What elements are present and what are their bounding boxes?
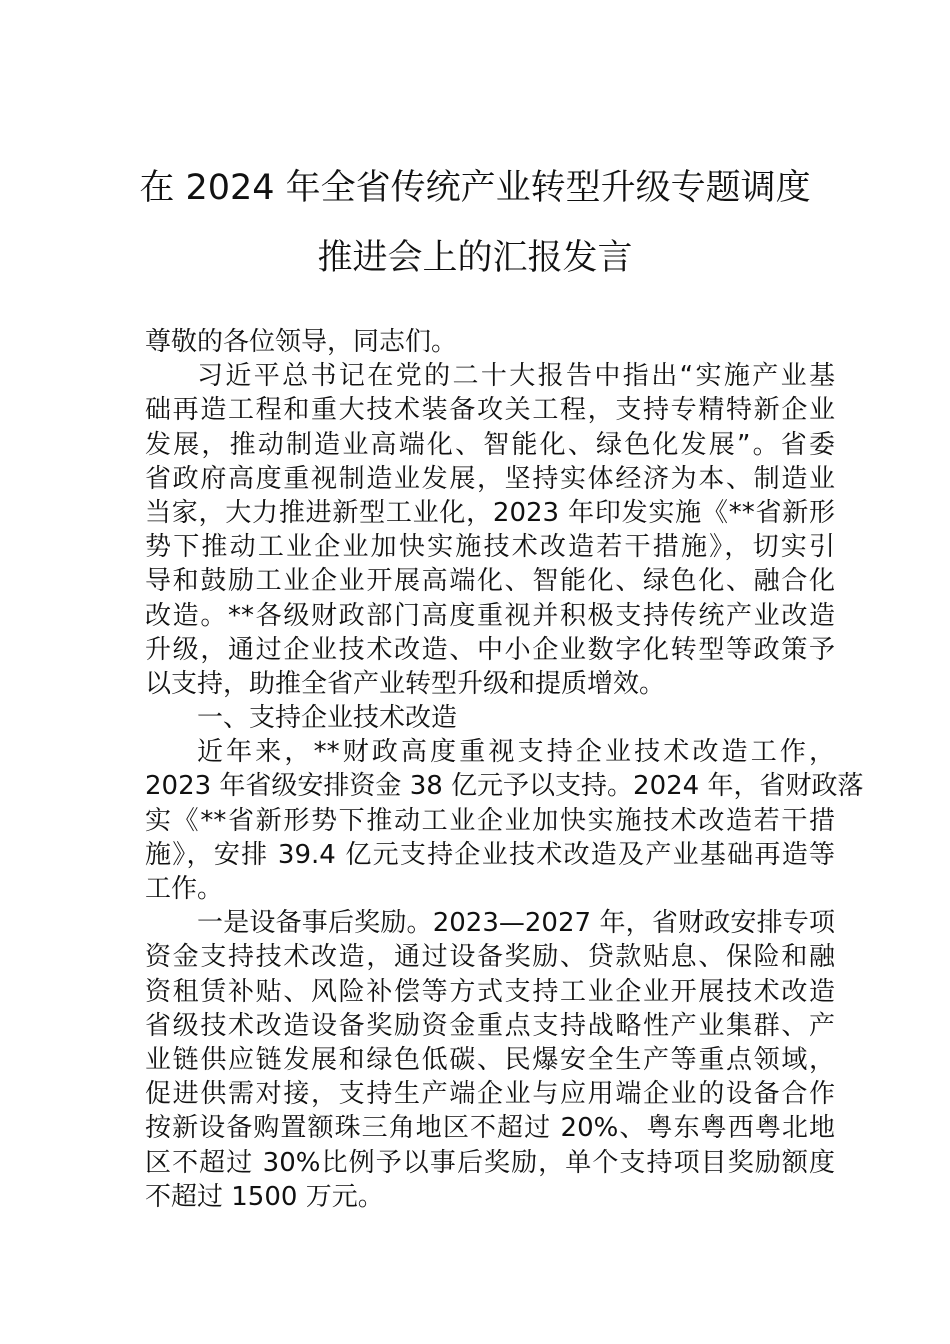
body-line: 础再造工程和重大技术装备攻关工程，支持专精特新企业	[145, 395, 835, 426]
salutation-line: 尊敬的各位领导，同志们。	[145, 327, 458, 357]
body-line: 改造。**各级财政部门高度重视并积极支持传统产业改造	[145, 600, 835, 631]
body-line: 区不超过 30%比例予以事后奖励，单个支持项目奖励额度	[145, 1147, 835, 1178]
body-line: 势下推动工业企业加快实施技术改造若干措施》，切实引	[145, 532, 835, 563]
body-line: 实《**省新形势下推动工业企业加快实施技术改造若干措	[145, 805, 835, 836]
body-line: 以支持，助推全省产业转型升级和提质增效。	[145, 668, 666, 699]
body-line: 资金支持技术改造，通过设备奖励、贷款贴息、保险和融	[145, 942, 835, 973]
body-line: 业链供应链发展和绿色低碳、民爆安全生产等重点领域，	[145, 1044, 835, 1075]
body-line: 当家，大力推进新型工业化，2023 年印发实施《**省新形	[145, 497, 835, 528]
body-line: 工作。	[145, 874, 224, 904]
section-heading: 一、支持企业技术改造	[197, 703, 458, 734]
body-line: 升级，通过企业技术改造、中小企业数字化转型等政策予	[145, 634, 835, 665]
body-line: 导和鼓励工业企业开展高端化、智能化、绿色化、融合化	[145, 566, 835, 597]
body-line: 2023 年省级安排资金 38 亿元予以支持。2024 年，省财政落	[145, 771, 864, 802]
body-line: 促进供需对接，支持生产端企业与应用端企业的设备合作	[145, 1079, 835, 1110]
body-line: 一是设备事后奖励。2023—2027 年，省财政安排专项	[197, 908, 835, 939]
body-line: 施》，安排 39.4 亿元支持企业技术改造及产业基础再造等	[145, 839, 835, 870]
body-line: 近年来，**财政高度重视支持企业技术改造工作，	[197, 737, 835, 768]
body-line: 发展，推动制造业高端化、智能化、绿色化发展”。省委	[145, 429, 835, 460]
body-line: 习近平总书记在党的二十大报告中指出“实施产业基	[197, 361, 835, 392]
body-line: 省级技术改造设备奖励资金重点支持战略性产业集群、产	[145, 1010, 835, 1041]
document-title-line-1: 在 2024 年全省传统产业转型升级专题调度	[139, 168, 811, 208]
body-line: 资租赁补贴、风险补偿等方式支持工业企业开展技术改造	[145, 976, 835, 1007]
body-line: 不超过 1500 万元。	[145, 1181, 384, 1212]
body-line: 省政府高度重视制造业发展，坚持实体经济为本、制造业	[145, 463, 835, 494]
document-title-line-2: 推进会上的汇报发言	[317, 238, 633, 278]
body-line: 按新设备购置额珠三角地区不超过 20%、粤东粤西粤北地	[145, 1113, 835, 1144]
document-body	[145, 325, 864, 1214]
